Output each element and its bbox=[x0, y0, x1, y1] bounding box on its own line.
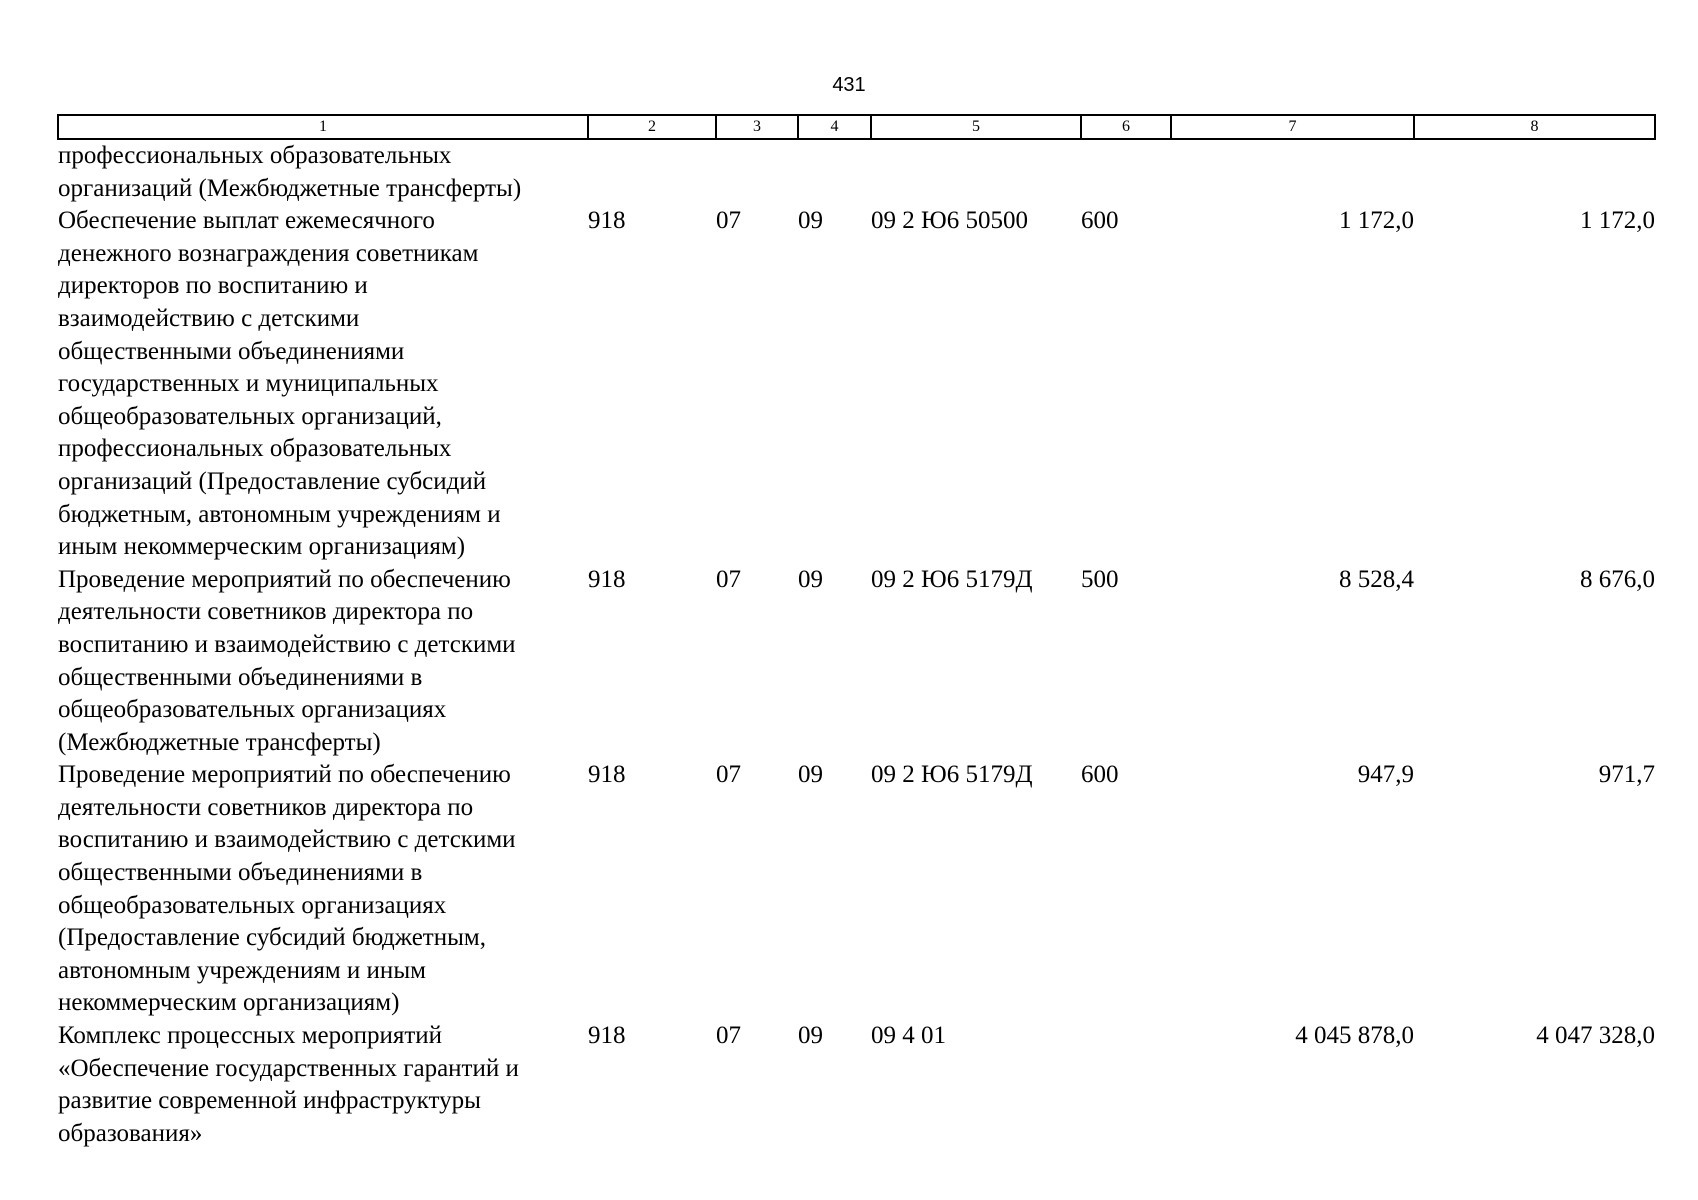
table-row bbox=[58, 759, 1655, 1020]
row-name: Проведение мероприятий по обеспечению деятельности советников директора по воспитанию и взаимодействию с детскими общественными объединениями в общеобразовательных организациях (Предоставление субсидий бюджетным, автономным учреждениям и иным некоммерческим организациям) bbox=[58, 761, 516, 1017]
row-target-code bbox=[871, 139, 1081, 205]
row-subsection: 09 bbox=[798, 761, 823, 789]
row-amount-col8: 8 676,0 bbox=[1580, 565, 1655, 593]
row-amount-col8: 971,7 bbox=[1598, 761, 1655, 789]
row-name: профессиональных образовательных организаций (Межбюджетные трансферты) bbox=[58, 142, 522, 202]
row-amount-col8: 1 172,0 bbox=[1580, 207, 1655, 235]
column-header-7: 7 bbox=[1171, 115, 1414, 139]
row-section: 07 bbox=[716, 761, 741, 789]
row-section: 07 bbox=[716, 207, 741, 235]
column-header-4: 4 bbox=[798, 115, 871, 139]
row-target-code: 09 2 Ю6 5179Д bbox=[871, 761, 1033, 789]
row-grbs: 918 bbox=[588, 1022, 626, 1050]
row-expense-type: 600 bbox=[1081, 207, 1119, 235]
column-header-6: 6 bbox=[1081, 115, 1171, 139]
row-section: 07 bbox=[716, 565, 741, 593]
row-target-code: 09 2 Ю6 5179Д bbox=[871, 565, 1033, 593]
row-amount-col7 bbox=[1171, 139, 1414, 205]
page-number: 431 bbox=[832, 74, 866, 96]
table-row bbox=[58, 1020, 1655, 1150]
row-expense-type bbox=[1081, 139, 1171, 205]
table-header bbox=[58, 115, 1655, 139]
column-header-2: 2 bbox=[588, 115, 716, 139]
budget-table bbox=[57, 114, 1656, 1150]
table-row bbox=[58, 564, 1655, 760]
row-grbs: 918 bbox=[588, 207, 626, 235]
row-amount-col7: 4 045 878,0 bbox=[1295, 1022, 1414, 1050]
row-section bbox=[716, 139, 798, 205]
column-number-row bbox=[58, 115, 1655, 139]
row-amount-col8: 4 047 328,0 bbox=[1536, 1022, 1655, 1050]
row-expense-type: 600 bbox=[1081, 761, 1119, 789]
table-row bbox=[58, 205, 1655, 564]
row-grbs: 918 bbox=[588, 565, 626, 593]
row-expense-type bbox=[1081, 1020, 1171, 1150]
table-body bbox=[58, 139, 1655, 1150]
row-grbs bbox=[588, 139, 716, 205]
row-amount-col7: 8 528,4 bbox=[1339, 565, 1414, 593]
row-subsection: 09 bbox=[798, 1022, 823, 1050]
row-name: Проведение мероприятий по обеспечению деятельности советников директора по воспитанию и взаимодействию с детскими общественными объединениями в общеобразовательных организациях (Межбюджетные трансферты) bbox=[58, 565, 516, 756]
row-grbs: 918 bbox=[588, 761, 626, 789]
row-subsection: 09 bbox=[798, 565, 823, 593]
row-name: Обеспечение выплат ежемесячного денежного вознаграждения советникам директоров по воспитанию и взаимодействию с детскими общественными объединениями государственных и муниципальных общеобразовательных организаций, профессиональных образовательных организаций (Предоставление субсидий бюджетным, автономным учреждениям и иным некоммерческим организациям) bbox=[58, 207, 501, 561]
row-subsection: 09 bbox=[798, 207, 823, 235]
column-header-1: 1 bbox=[58, 115, 588, 139]
column-header-3: 3 bbox=[716, 115, 798, 139]
row-expense-type: 500 bbox=[1081, 565, 1119, 593]
row-amount-col7: 1 172,0 bbox=[1339, 207, 1414, 235]
row-subsection bbox=[798, 139, 871, 205]
column-header-8: 8 bbox=[1414, 115, 1655, 139]
row-name: Комплекс процессных мероприятий «Обеспечение государственных гарантий и развитие современной инфраструктуры образования» bbox=[58, 1022, 519, 1147]
table-row bbox=[58, 139, 1655, 205]
row-target-code: 09 4 01 bbox=[871, 1022, 946, 1050]
row-target-code: 09 2 Ю6 50500 bbox=[871, 207, 1028, 235]
row-amount-col7: 947,9 bbox=[1357, 761, 1414, 789]
row-section: 07 bbox=[716, 1022, 741, 1050]
column-header-5: 5 bbox=[871, 115, 1081, 139]
row-amount-col8 bbox=[1414, 139, 1655, 205]
